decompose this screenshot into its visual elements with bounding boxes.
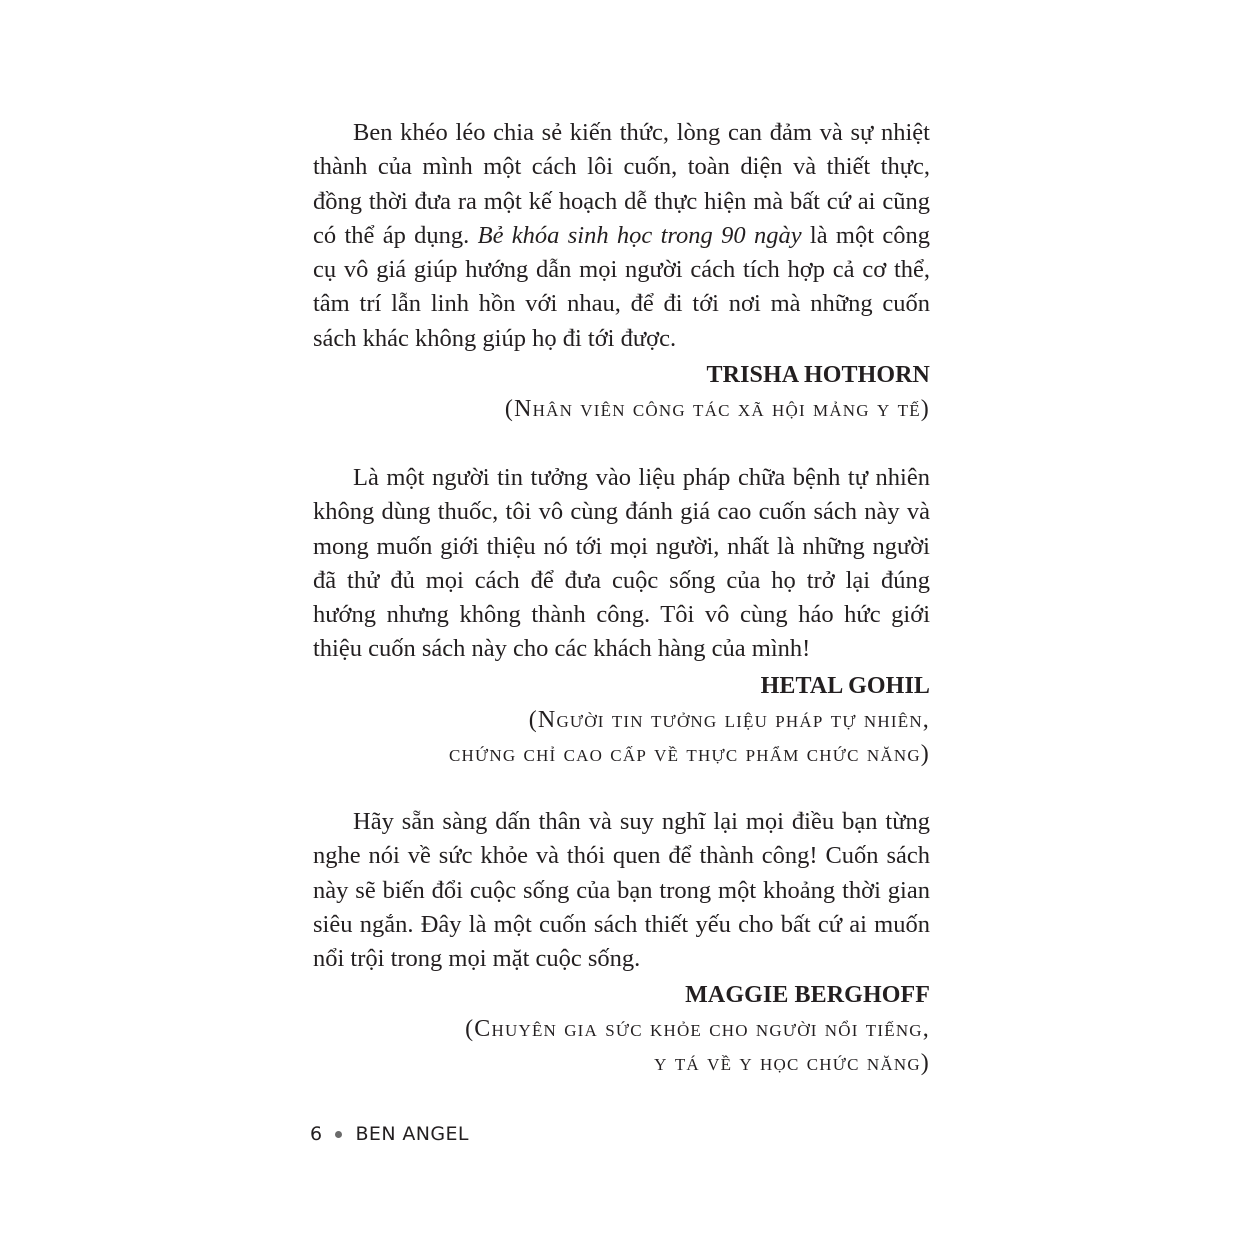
page-number: 6 <box>310 1123 323 1145</box>
testimonial-2 <box>313 461 930 771</box>
testimonial-text-part: là một công cụ vô giá giúp hướng dẫn mọi người cách tích hợp cả cơ thể, tâm trí lẫn linh hồn với nhau, để đi tới nơi mà những cuốn sách khác không giúp họ đi tới được. <box>313 221 930 352</box>
testimonial-text-part: Ben khéo léo chia sẻ kiến thức, lòng can đảm và sự nhiệt thành của mình một cách lôi cuốn, toàn diện và thiết thực, đồng thời đưa ra một kế hoạch dễ thực hiện mà bất cứ ai cũng có thể áp dụng. <box>313 119 930 249</box>
bullet-separator <box>335 1131 342 1138</box>
testimonial-3 <box>313 805 930 1080</box>
testimonial-role: (Nhân viên công tác xã hội mảng y tế) <box>504 396 930 423</box>
testimonial-text: Là một người tin tưởng vào liệu pháp chữa bệnh tự nhiên không dùng thuốc, tôi vô cùng đánh giá cao cuốn sách này và mong muốn giới thiệu nó tới mọi người, nhất là những người đã thử đủ mọi cách để đưa cuộc sống của họ trở lại đúng hướng nhưng không thành công. Tôi vô cùng háo hức giới thiệu cuốn sách này cho các khách hàng của mình! <box>313 464 930 663</box>
testimonial-author: MAGGIE BERGHOFF <box>685 982 930 1009</box>
testimonial-author: TRISHA HOTHORN <box>706 362 930 389</box>
book-title: Bẻ khóa sinh học trong 90 ngày <box>477 221 802 249</box>
page-footer <box>310 1121 469 1147</box>
testimonial-1 <box>313 116 930 426</box>
testimonial-role-line-1: (Chuyên gia sức khỏe cho người nổi tiếng, <box>465 1016 930 1043</box>
testimonial-author: HETAL GOHIL <box>760 672 930 699</box>
testimonial-text: Hãy sẵn sàng dấn thân và suy nghĩ lại mọi điều bạn từng nghe nói về sức khỏe và thói quen để thành công! Cuốn sách này sẽ biến đổi cuộc sống của bạn trong một khoảng thời gian siêu ngắn. Đây là một cuốn sách thiết yếu cho bất cứ ai muốn nổi trội trong mọi mặt cuộc sống. <box>313 808 930 973</box>
running-head: BEN ANGEL <box>355 1123 469 1145</box>
testimonial-text <box>313 116 930 356</box>
testimonial-role-line-2: y tá về y học chức năng) <box>654 1050 930 1077</box>
testimonial-role-line-1: (Người tin tưởng liệu pháp tự nhiên, <box>528 706 930 733</box>
testimonial-role-line-2: chứng chỉ cao cấp về thực phẩm chức năng) <box>448 740 930 767</box>
